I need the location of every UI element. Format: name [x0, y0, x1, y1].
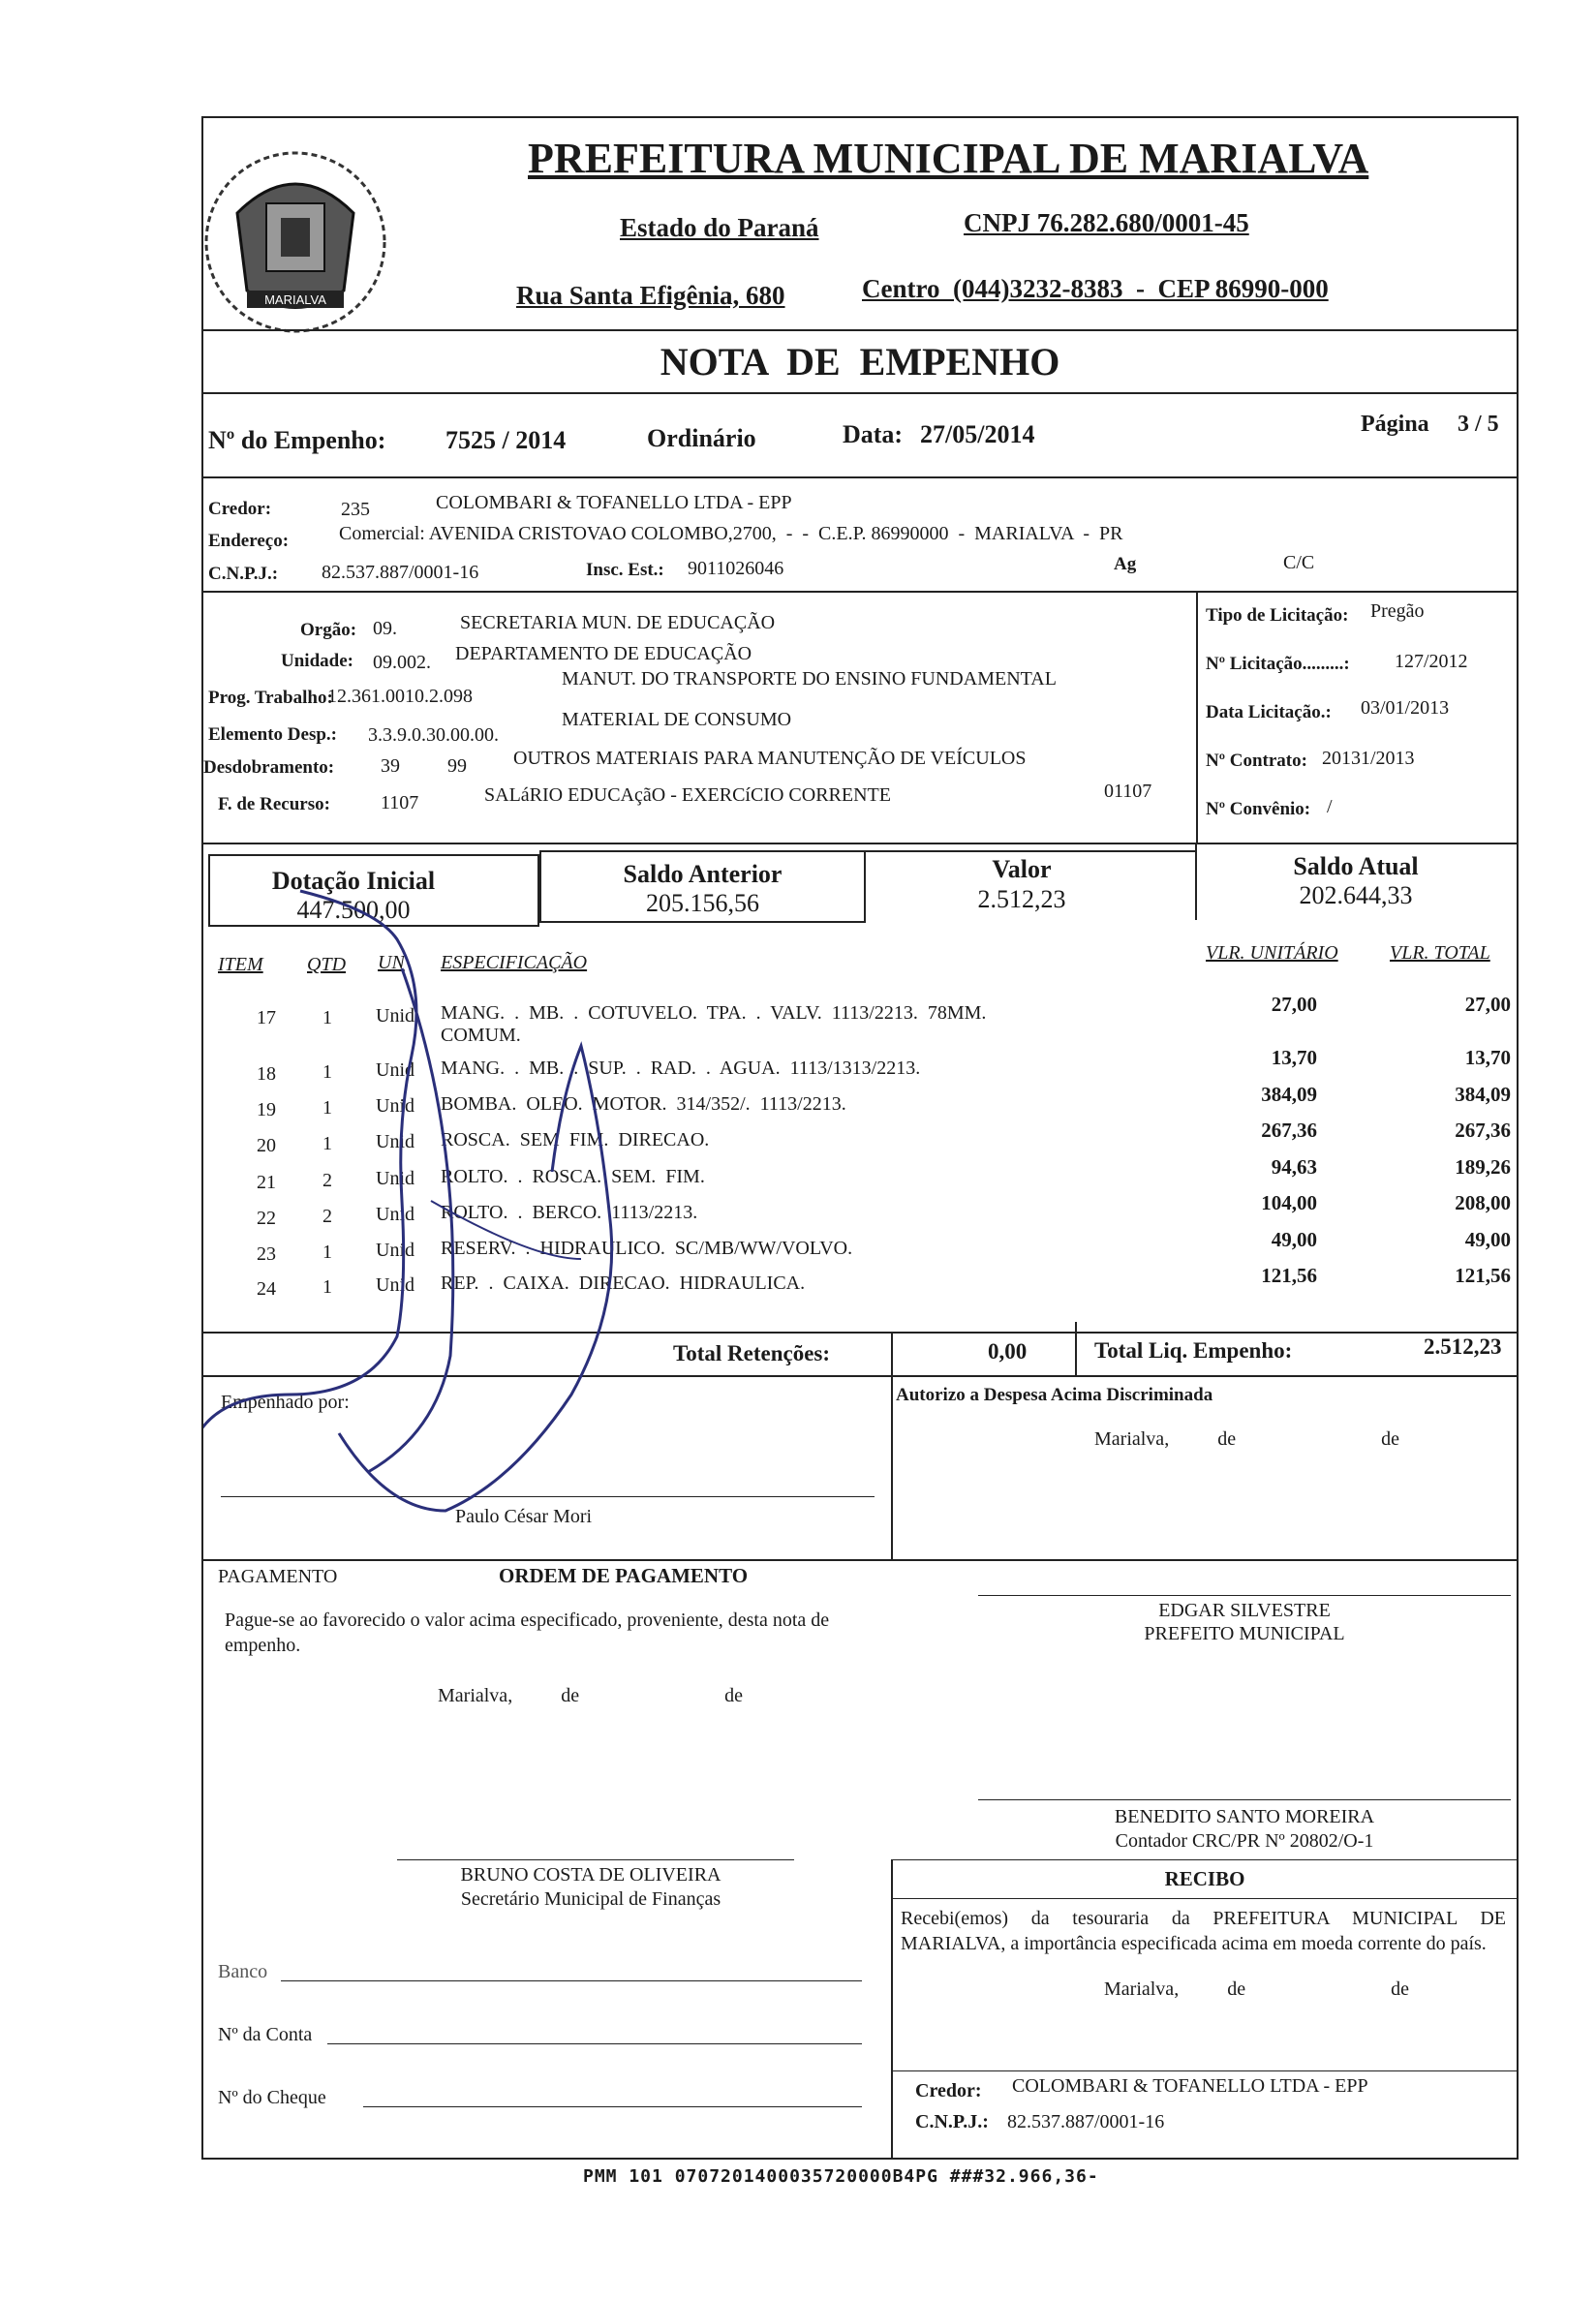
contador-title: Contador CRC/PR Nº 20802/O-1 — [1115, 1830, 1374, 1852]
empenhado-name: Paulo César Mori — [455, 1506, 593, 1527]
num-licitacao-value: 127/2012 — [1395, 651, 1468, 672]
doc-title: NOTA DE EMPENHO — [660, 340, 1060, 383]
credor-footer-name: COLOMBARI & TOFANELLO LTDA - EPP — [1012, 2075, 1368, 2097]
financas-title: Secretário Municipal de Finanças — [460, 1888, 721, 1910]
liq-label: Total Liq. Empenho: — [1094, 1338, 1293, 1363]
recurso-code: 1107 — [381, 792, 419, 813]
prefeito-name: EDGAR SILVESTRE — [1158, 1600, 1331, 1621]
item-un: Unid — [376, 1005, 414, 1027]
item-spec: MANG. . MB. . COTUVELO. TPA. . VALV. 1113/2213. 78MM. — [441, 1002, 987, 1024]
item-total: 49,00 — [1464, 1228, 1511, 1251]
desdobramento-a: 39 — [381, 755, 400, 777]
item-un: Unid — [376, 1274, 414, 1296]
item-number: 17 — [257, 1007, 276, 1028]
liq-value: 2.512,23 — [1424, 1334, 1502, 1359]
recibo-text: Recebi(emos) da tesouraria da PREFEITURA MUNICIPAL DE MARIALVA, a importância especificada acima em moeda corrente do país. — [901, 1908, 1506, 1954]
col-total: VLR. TOTAL — [1390, 942, 1490, 964]
col-un: UN — [378, 952, 405, 973]
municipal-crest — [199, 145, 392, 339]
item-number: 18 — [257, 1063, 276, 1085]
elemento-label: Elemento Desp.: — [208, 724, 337, 745]
item-number: 20 — [257, 1135, 276, 1156]
prog-code: 12.361.0010.2.098 — [327, 686, 473, 707]
item-qtd: 1 — [322, 1276, 332, 1298]
municipality-title: PREFEITURA MUNICIPAL DE MARIALVA — [528, 135, 1369, 182]
state-label: Estado do Paraná — [620, 213, 819, 242]
unidade-code: 09.002. — [373, 652, 431, 673]
elemento-name: MATERIAL DE CONSUMO — [562, 709, 792, 730]
item-unit-price: 27,00 — [1271, 993, 1317, 1016]
item-unit-price: 384,09 — [1261, 1083, 1317, 1106]
page-number: 3 / 5 — [1458, 412, 1499, 437]
address-label: Endereço: — [208, 531, 290, 551]
street-label: Rua Santa Efigênia, 680 — [516, 281, 785, 310]
retencoes-label: Total Retenções: — [673, 1341, 831, 1365]
item-total: 27,00 — [1464, 993, 1511, 1016]
item-spec: ROLTO. . BERCO. 1113/2213. — [441, 1202, 698, 1223]
convenio-value: / — [1327, 796, 1333, 817]
item-unit-price: 94,63 — [1271, 1155, 1317, 1179]
item-number: 19 — [257, 1099, 276, 1120]
conta-label: Nº da Conta — [218, 2024, 313, 2045]
saldo-atual-value: 202.644,33 — [1299, 881, 1413, 909]
item-un: Unid — [376, 1131, 414, 1152]
item-qtd: 1 — [322, 1097, 332, 1119]
item-total: 384,09 — [1455, 1083, 1511, 1106]
retencoes-value: 0,00 — [988, 1339, 1028, 1364]
orgao-label: Orgão: — [300, 620, 357, 640]
item-number: 21 — [257, 1172, 276, 1193]
valor-value: 2.512,23 — [977, 885, 1066, 913]
cnpj-footer-value: 82.537.887/0001-16 — [1007, 2111, 1165, 2132]
item-total: 267,36 — [1455, 1119, 1511, 1142]
desdobramento-b: 99 — [447, 755, 467, 777]
prefeito-title: PREFEITO MUNICIPAL — [1144, 1623, 1345, 1644]
item-spec: ROSCA. SEM FIM. DIRECAO. — [441, 1129, 710, 1150]
item-total: 121,56 — [1455, 1264, 1511, 1287]
item-un: Unid — [376, 1168, 414, 1189]
banco-label: Banco — [218, 1961, 268, 1982]
empenhado-label: Empenhado por: — [221, 1392, 350, 1413]
credor-label: Credor: — [208, 499, 272, 519]
prog-name: MANUT. DO TRANSPORTE DO ENSINO FUNDAMENTAL — [562, 668, 1057, 690]
col-qtd: QTD — [307, 954, 347, 975]
saldo-anterior-value: 205.156,56 — [646, 889, 759, 917]
item-un: Unid — [376, 1095, 414, 1117]
item-qtd: 2 — [322, 1206, 332, 1227]
insc-label: Insc. Est.: — [586, 560, 664, 580]
item-un: Unid — [376, 1240, 414, 1261]
elemento-code: 3.3.9.0.30.00.00. — [368, 724, 499, 746]
item-unit-price: 104,00 — [1261, 1191, 1317, 1214]
contrato-label: Nº Contrato: — [1206, 751, 1307, 771]
item-total: 208,00 — [1455, 1191, 1511, 1214]
item-number: 24 — [257, 1278, 276, 1300]
cnpj-label: CNPJ 76.282.680/0001-45 — [964, 208, 1249, 237]
empenho-date-label: Data: — [843, 420, 904, 448]
credor-footer-label: Credor: — [915, 2080, 982, 2101]
insc-value: 9011026046 — [688, 558, 784, 579]
cheque-label: Nº do Cheque — [218, 2087, 326, 2108]
item-qtd: 1 — [322, 1133, 332, 1154]
saldo-anterior-label: Saldo Anterior — [623, 860, 783, 888]
cc-label: C/C — [1283, 552, 1315, 573]
handwritten-signature — [203, 852, 746, 1520]
empenho-date: 27/05/2014 — [920, 420, 1035, 448]
desdobramento-name: OUTROS MATERIAIS PARA MANUTENÇÃO DE VEÍCULOS — [513, 748, 1027, 769]
item-unit-price: 121,56 — [1261, 1264, 1317, 1287]
pague-se-text: Pague-se ao favorecido o valor acima especificado, proveniente, desta nota de empenho. — [225, 1610, 830, 1656]
tipo-licitacao-label: Tipo de Licitação: — [1206, 605, 1349, 626]
recibo-place: Marialva, de de — [1104, 1978, 1409, 2000]
page-label: Página — [1361, 412, 1429, 437]
crest-banner-text: MARIALVA — [264, 292, 326, 307]
contrato-value: 20131/2013 — [1322, 748, 1415, 769]
cnpj-credor-label: C.N.P.J.: — [208, 564, 279, 584]
orgao-code: 09. — [373, 618, 397, 639]
empenho-number: 7525 / 2014 — [445, 426, 567, 454]
financas-name: BRUNO COSTA DE OLIVEIRA — [460, 1864, 721, 1886]
unidade-label: Unidade: — [281, 651, 353, 671]
pagamento-place: Marialva, de de — [438, 1685, 743, 1706]
ag-label: Ag — [1114, 554, 1137, 574]
cnpj-credor-value: 82.537.887/0001-16 — [322, 562, 479, 583]
contador-name: BENEDITO SANTO MOREIRA — [1114, 1806, 1375, 1827]
autorizo-place: Marialva, de de — [1094, 1428, 1399, 1450]
tipo-licitacao-value: Pregão — [1370, 600, 1425, 622]
saldo-atual-label: Saldo Atual — [1293, 852, 1419, 880]
recibo-title: RECIBO — [1164, 1867, 1245, 1890]
item-total: 189,26 — [1455, 1155, 1511, 1179]
item-un: Unid — [376, 1204, 414, 1225]
num-licitacao-label: Nº Licitação.........: — [1206, 654, 1350, 674]
dotacao-value: 447.500,00 — [296, 896, 411, 924]
recurso-extra: 01107 — [1104, 781, 1152, 802]
recurso-label: F. de Recurso: — [218, 794, 330, 814]
item-qtd: 2 — [322, 1170, 332, 1191]
empenho-number-label: Nº do Empenho: — [208, 426, 386, 454]
item-qtd: 1 — [322, 1242, 332, 1263]
item-number: 23 — [257, 1243, 276, 1265]
ordem-label: ORDEM DE PAGAMENTO — [499, 1564, 749, 1587]
item-spec-cont: COMUM. — [441, 1025, 521, 1046]
item-qtd: 1 — [322, 1007, 332, 1028]
item-spec: ROLTO. . ROSCA. SEM. FIM. — [441, 1166, 705, 1187]
convenio-label: Nº Convênio: — [1206, 799, 1311, 819]
col-spec: ESPECIFICAÇÃO — [441, 952, 588, 973]
prog-label: Prog. Trabalho: — [208, 688, 333, 708]
pagamento-label: PAGAMENTO — [218, 1566, 338, 1587]
col-unit: VLR. UNITÁRIO — [1206, 942, 1338, 964]
item-total: 13,70 — [1464, 1046, 1511, 1069]
item-spec: REP. . CAIXA. DIRECAO. HIDRAULICA. — [441, 1273, 806, 1294]
item-spec: BOMBA. OLEO. MOTOR. 314/352/. 1113/2213. — [441, 1093, 846, 1115]
item-unit-price: 267,36 — [1261, 1119, 1317, 1142]
unidade-name: DEPARTAMENTO DE EDUCAÇÃO — [455, 643, 752, 664]
cnpj-footer-label: C.N.P.J.: — [915, 2111, 989, 2132]
footer-barcode: PMM 101 0707201400035720000B4PG ###32.966,36- — [583, 2166, 1099, 2187]
address-value: Comercial: AVENIDA CRISTOVAO COLOMBO,2700, - - C.E.P. 86990000 - MARIALVA - PR — [339, 523, 1123, 544]
data-licitacao-value: 03/01/2013 — [1361, 697, 1450, 719]
item-spec: MANG. . MB. . SUP. . RAD. . AGUA. 1113/1313/2213. — [441, 1058, 921, 1079]
data-licitacao-label: Data Licitação.: — [1206, 702, 1332, 722]
item-number: 22 — [257, 1208, 276, 1229]
empenho-type: Ordinário — [647, 424, 756, 452]
valor-label: Valor — [992, 855, 1052, 883]
col-item: ITEM — [218, 954, 263, 975]
recurso-name: SALáRIO EDUCAçãO - EXERCíCIO CORRENTE — [484, 784, 891, 806]
item-un: Unid — [376, 1059, 414, 1081]
credor-name: COLOMBARI & TOFANELLO LTDA - EPP — [436, 492, 792, 513]
item-unit-price: 49,00 — [1271, 1228, 1317, 1251]
orgao-name: SECRETARIA MUN. DE EDUCAÇÃO — [460, 612, 776, 633]
desdobramento-label: Desdobramento: — [203, 757, 335, 778]
dotacao-label: Dotação Inicial — [271, 867, 436, 895]
item-spec: RESERV. . HIDRAULICO. SC/MB/WW/VOLVO. — [441, 1238, 853, 1259]
item-qtd: 1 — [322, 1061, 332, 1083]
autorizo-label: Autorizo a Despesa Acima Discriminada — [896, 1385, 1213, 1405]
contact-label: Centro (044)3232-8383 - CEP 86990-000 — [862, 274, 1329, 303]
item-unit-price: 13,70 — [1271, 1046, 1317, 1069]
credor-code: 235 — [341, 499, 370, 520]
